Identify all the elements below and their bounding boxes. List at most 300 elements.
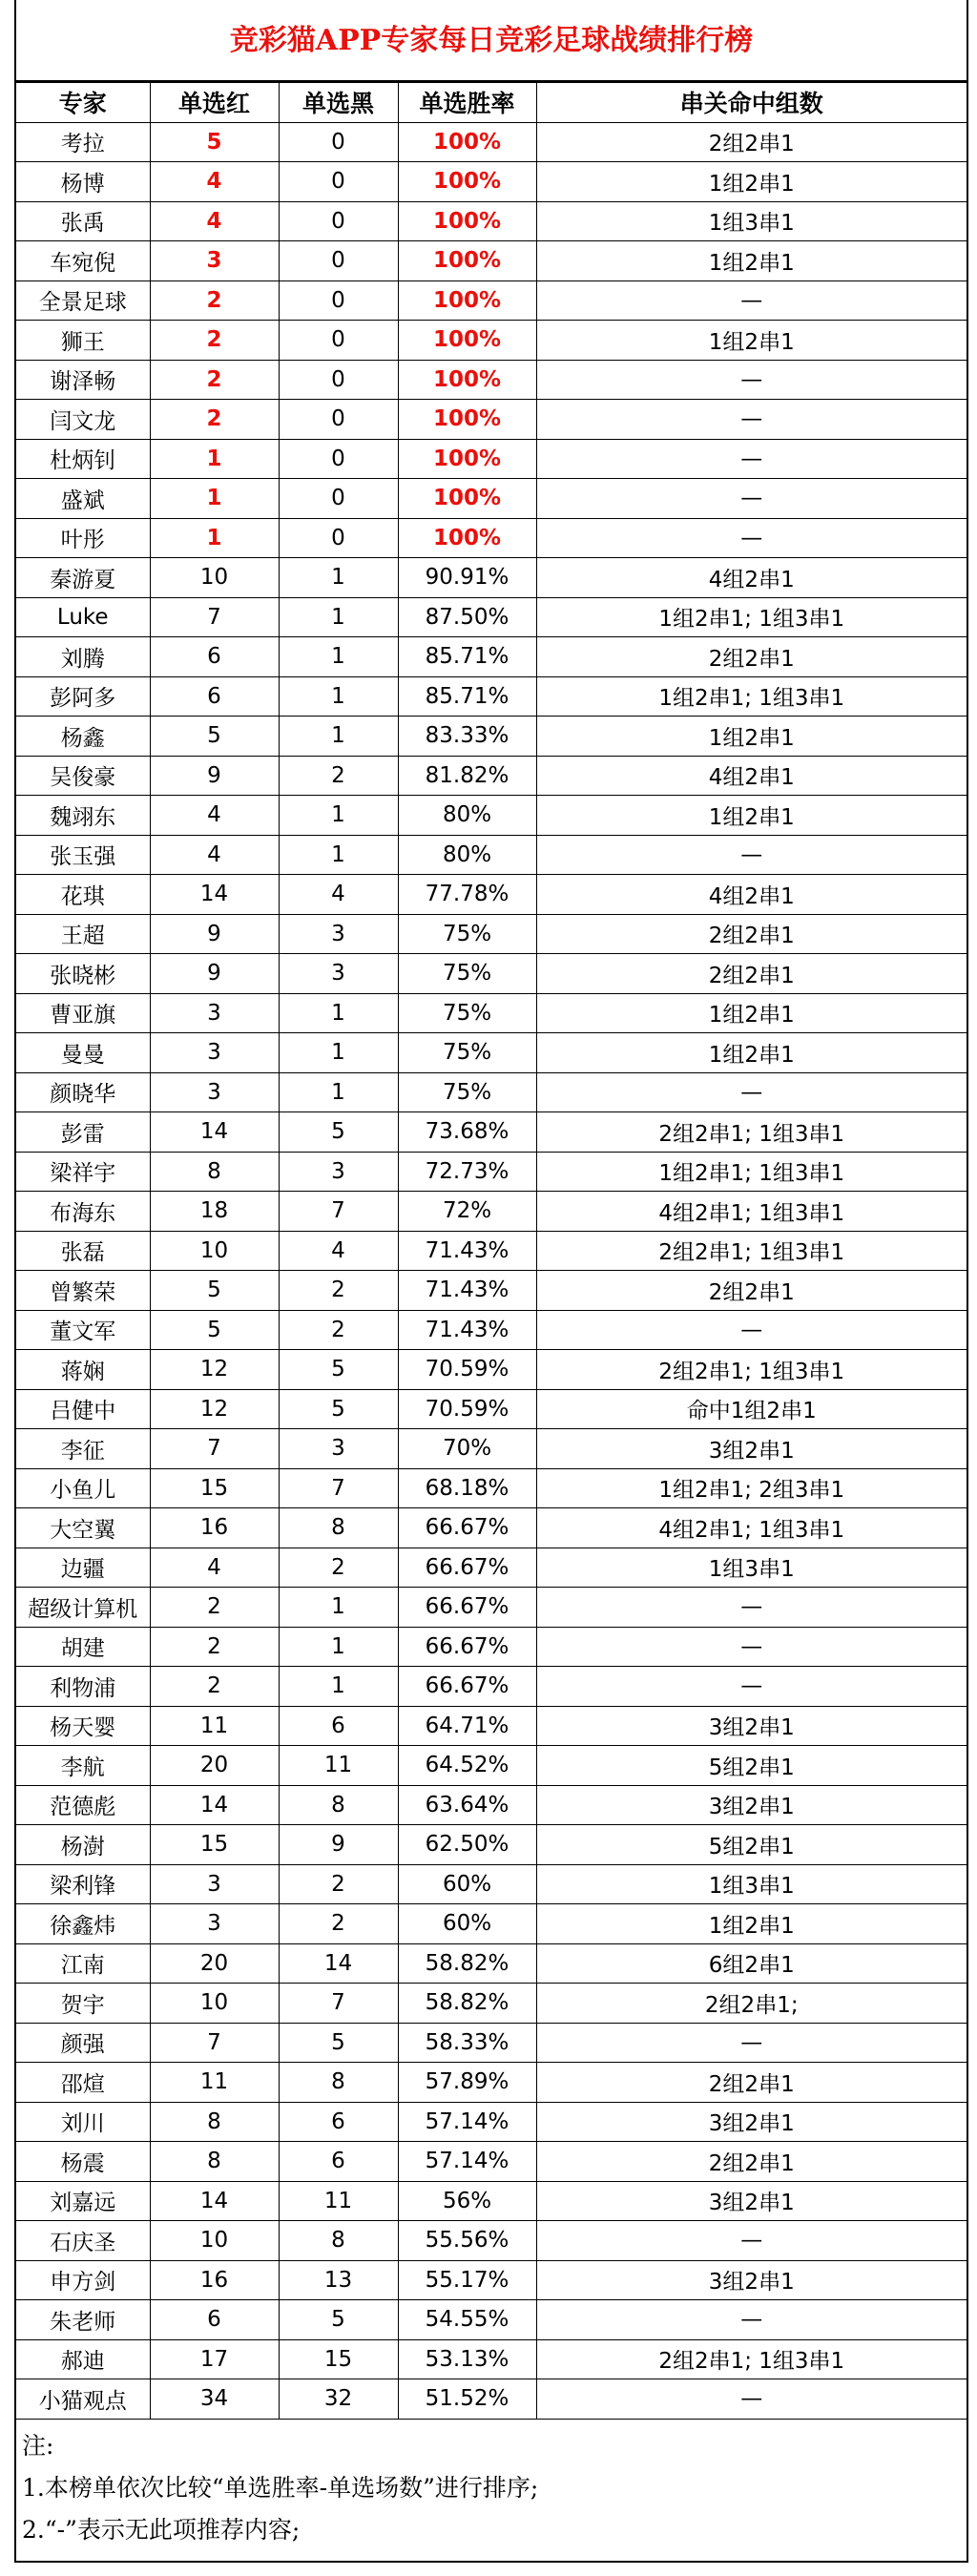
cell-single-black: 8 <box>279 1508 398 1548</box>
table-row <box>16 637 967 677</box>
cell-win-rate: 85.71% <box>398 637 536 677</box>
cell-single-black: 6 <box>279 2102 398 2142</box>
table-row <box>16 162 967 202</box>
cell-win-rate: 60% <box>398 1904 536 1944</box>
cell-win-rate: 60% <box>398 1864 536 1904</box>
cell-single-black: 0 <box>279 201 398 241</box>
cell-expert: 吴俊豪 <box>16 756 150 796</box>
cell-parlay-hits: 4组2串1 <box>536 875 967 915</box>
cell-single-red: 10 <box>150 1231 279 1271</box>
cell-single-red: 6 <box>150 637 279 677</box>
cell-single-red: 5 <box>150 122 279 162</box>
cell-single-black: 1 <box>279 637 398 677</box>
cell-win-rate: 100% <box>398 201 536 241</box>
cell-win-rate: 100% <box>398 280 536 321</box>
cell-win-rate: 70% <box>398 1429 536 1469</box>
table-row <box>16 1746 967 1786</box>
cell-expert: 张禹 <box>16 201 150 241</box>
table-row <box>16 1508 967 1548</box>
cell-single-red: 4 <box>150 201 279 241</box>
cell-expert: 叶彤 <box>16 518 150 558</box>
cell-expert: 盛斌 <box>16 479 150 519</box>
cell-win-rate: 72.73% <box>398 1152 536 1192</box>
cell-single-red: 20 <box>150 1746 279 1786</box>
cell-expert: 超级计算机 <box>16 1588 150 1628</box>
cell-win-rate: 75% <box>398 993 536 1033</box>
table-row <box>16 2181 967 2221</box>
cell-expert: 布海东 <box>16 1192 150 1232</box>
cell-parlay-hits: 2组2串1 <box>536 637 967 677</box>
table-row <box>16 400 967 440</box>
table-row <box>16 993 967 1033</box>
table-row <box>16 835 967 875</box>
cell-expert: 大空翼 <box>16 1508 150 1548</box>
cell-win-rate: 72% <box>398 1192 536 1232</box>
cell-expert: 邵煊 <box>16 2063 150 2103</box>
cell-single-black: 1 <box>279 1667 398 1707</box>
cell-single-black: 1 <box>279 796 398 836</box>
cell-parlay-hits: 1组3串1 <box>536 1864 967 1904</box>
cell-expert: 刘川 <box>16 2102 150 2142</box>
cell-parlay-hits: 1组2串1; 2组3串1 <box>536 1468 967 1508</box>
cell-parlay-hits: — <box>536 1627 967 1667</box>
cell-parlay-hits: 命中1组2串1 <box>536 1389 967 1429</box>
cell-parlay-hits: 1组2串1; 1组3串1 <box>536 676 967 717</box>
cell-expert: 李航 <box>16 1746 150 1786</box>
table-row <box>16 1548 967 1588</box>
cell-single-red: 6 <box>150 2300 279 2340</box>
cell-single-red: 2 <box>150 1627 279 1667</box>
cell-single-red: 8 <box>150 2142 279 2182</box>
table-row <box>16 1271 967 1311</box>
cell-parlay-hits: 1组3串1 <box>536 201 967 241</box>
notes-section <box>16 2420 967 2561</box>
table-row <box>16 1785 967 1825</box>
cell-single-red: 1 <box>150 518 279 558</box>
cell-expert: 吕健中 <box>16 1389 150 1429</box>
cell-win-rate: 66.67% <box>398 1508 536 1548</box>
table-row <box>16 1072 967 1112</box>
cell-win-rate: 55.17% <box>398 2260 536 2300</box>
cell-expert: 贺宇 <box>16 1984 150 2024</box>
cell-single-red: 15 <box>150 1825 279 1865</box>
table-row <box>16 321 967 361</box>
cell-parlay-hits: 3组2串1 <box>536 2102 967 2142</box>
cell-parlay-hits: 2组2串1; 1组3串1 <box>536 1112 967 1153</box>
table-row <box>16 954 967 994</box>
cell-expert: 颜强 <box>16 2023 150 2063</box>
table-row <box>16 2023 967 2063</box>
cell-single-red: 14 <box>150 875 279 915</box>
cell-single-red: 5 <box>150 717 279 757</box>
cell-win-rate: 81.82% <box>398 756 536 796</box>
cell-single-red: 2 <box>150 321 279 361</box>
cell-single-red: 4 <box>150 796 279 836</box>
table-row <box>16 1350 967 1390</box>
table-row <box>16 1112 967 1153</box>
cell-single-red: 3 <box>150 1904 279 1944</box>
table-row <box>16 479 967 519</box>
cell-win-rate: 100% <box>398 321 536 361</box>
cell-single-red: 34 <box>150 2379 279 2420</box>
header-expert: 专家 <box>16 83 150 123</box>
table-row <box>16 1864 967 1904</box>
cell-single-red: 3 <box>150 1864 279 1904</box>
cell-win-rate: 66.67% <box>398 1548 536 1588</box>
cell-single-black: 2 <box>279 756 398 796</box>
header-parlay-hits: 串关命中组数 <box>536 83 967 123</box>
cell-parlay-hits: 3组2串1 <box>536 1785 967 1825</box>
cell-single-red: 11 <box>150 1706 279 1746</box>
cell-single-red: 10 <box>150 1984 279 2024</box>
ranking-table <box>16 82 967 2420</box>
cell-win-rate: 100% <box>398 518 536 558</box>
cell-win-rate: 64.52% <box>398 1746 536 1786</box>
cell-win-rate: 57.14% <box>398 2142 536 2182</box>
cell-single-red: 12 <box>150 1389 279 1429</box>
cell-single-red: 14 <box>150 1785 279 1825</box>
cell-single-black: 2 <box>279 1548 398 1588</box>
cell-single-black: 14 <box>279 1943 398 1984</box>
cell-win-rate: 100% <box>398 162 536 202</box>
table-body <box>16 122 967 2419</box>
cell-win-rate: 57.89% <box>398 2063 536 2103</box>
cell-parlay-hits: 2组2串1 <box>536 2142 967 2182</box>
cell-single-black: 1 <box>279 597 398 637</box>
cell-parlay-hits: — <box>536 518 967 558</box>
cell-expert: 王超 <box>16 914 150 954</box>
cell-win-rate: 100% <box>398 122 536 162</box>
cell-expert: 考拉 <box>16 122 150 162</box>
cell-win-rate: 71.43% <box>398 1310 536 1350</box>
cell-single-red: 3 <box>150 1072 279 1112</box>
cell-parlay-hits: 2组2串1 <box>536 914 967 954</box>
cell-single-black: 5 <box>279 2300 398 2340</box>
table-row <box>16 1825 967 1865</box>
table-row <box>16 1429 967 1469</box>
cell-win-rate: 68.18% <box>398 1468 536 1508</box>
table-row <box>16 241 967 281</box>
cell-expert: 刘腾 <box>16 637 150 677</box>
cell-single-black: 11 <box>279 2181 398 2221</box>
notes-heading: 注: <box>22 2431 54 2460</box>
table-row <box>16 1152 967 1192</box>
table-row <box>16 2142 967 2182</box>
cell-parlay-hits: 2组2串1 <box>536 2063 967 2103</box>
cell-win-rate: 56% <box>398 2181 536 2221</box>
table-row <box>16 2300 967 2340</box>
cell-single-black: 4 <box>279 875 398 915</box>
cell-expert: Luke <box>16 597 150 637</box>
cell-single-red: 3 <box>150 1033 279 1073</box>
table-row <box>16 875 967 915</box>
table-row <box>16 558 967 598</box>
cell-parlay-hits: 2组2串1; 1组3串1 <box>536 1231 967 1271</box>
cell-single-black: 0 <box>279 439 398 479</box>
cell-parlay-hits: — <box>536 1588 967 1628</box>
cell-expert: 曾繁荣 <box>16 1271 150 1311</box>
cell-win-rate: 75% <box>398 954 536 994</box>
header-single-red: 单选红 <box>150 83 279 123</box>
cell-single-black: 11 <box>279 1746 398 1786</box>
cell-parlay-hits: 4组2串1; 1组3串1 <box>536 1508 967 1548</box>
table-row <box>16 2221 967 2261</box>
cell-single-black: 0 <box>279 518 398 558</box>
table-row <box>16 717 967 757</box>
cell-single-black: 1 <box>279 993 398 1033</box>
cell-parlay-hits: — <box>536 1310 967 1350</box>
cell-win-rate: 62.50% <box>398 1825 536 1865</box>
header-single-black: 单选黑 <box>279 83 398 123</box>
table-row <box>16 439 967 479</box>
table-row <box>16 1389 967 1429</box>
cell-expert: 杨鑫 <box>16 717 150 757</box>
cell-single-red: 3 <box>150 241 279 281</box>
cell-single-red: 8 <box>150 2102 279 2142</box>
cell-parlay-hits: 4组2串1; 1组3串1 <box>536 1192 967 1232</box>
cell-expert: 董文军 <box>16 1310 150 1350</box>
table-row <box>16 2379 967 2420</box>
cell-expert: 朱老师 <box>16 2300 150 2340</box>
cell-single-red: 2 <box>150 1588 279 1628</box>
cell-expert: 范德彪 <box>16 1785 150 1825</box>
cell-parlay-hits: — <box>536 2300 967 2340</box>
cell-single-black: 5 <box>279 1112 398 1153</box>
cell-expert: 梁祥宇 <box>16 1152 150 1192</box>
table-header-row <box>16 83 967 123</box>
cell-single-black: 0 <box>279 280 398 321</box>
cell-expert: 杜炳钊 <box>16 439 150 479</box>
cell-single-black: 8 <box>279 1785 398 1825</box>
cell-single-red: 7 <box>150 1429 279 1469</box>
cell-win-rate: 57.14% <box>398 2102 536 2142</box>
cell-single-black: 1 <box>279 558 398 598</box>
cell-single-black: 0 <box>279 400 398 440</box>
cell-single-red: 5 <box>150 1310 279 1350</box>
cell-single-black: 0 <box>279 321 398 361</box>
cell-single-black: 0 <box>279 479 398 519</box>
cell-win-rate: 71.43% <box>398 1271 536 1311</box>
table-row <box>16 676 967 717</box>
table-row <box>16 518 967 558</box>
table-row <box>16 201 967 241</box>
cell-single-black: 5 <box>279 1350 398 1390</box>
cell-win-rate: 63.64% <box>398 1785 536 1825</box>
cell-single-red: 4 <box>150 835 279 875</box>
cell-single-black: 1 <box>279 1033 398 1073</box>
cell-win-rate: 100% <box>398 241 536 281</box>
cell-single-black: 0 <box>279 360 398 400</box>
cell-parlay-hits: — <box>536 1667 967 1707</box>
cell-single-black: 7 <box>279 1192 398 1232</box>
cell-single-red: 15 <box>150 1468 279 1508</box>
cell-win-rate: 100% <box>398 400 536 440</box>
cell-single-red: 16 <box>150 1508 279 1548</box>
cell-expert: 杨天婴 <box>16 1706 150 1746</box>
cell-expert: 曼曼 <box>16 1033 150 1073</box>
cell-single-red: 11 <box>150 2063 279 2103</box>
cell-win-rate: 70.59% <box>398 1389 536 1429</box>
cell-single-red: 14 <box>150 2181 279 2221</box>
cell-single-red: 14 <box>150 1112 279 1153</box>
table-row <box>16 2260 967 2300</box>
cell-expert: 车宛倪 <box>16 241 150 281</box>
cell-win-rate: 75% <box>398 1072 536 1112</box>
cell-single-black: 3 <box>279 954 398 994</box>
cell-win-rate: 80% <box>398 796 536 836</box>
cell-parlay-hits: 1组2串1 <box>536 241 967 281</box>
cell-parlay-hits: 1组2串1 <box>536 717 967 757</box>
table-row <box>16 1231 967 1271</box>
cell-single-red: 1 <box>150 479 279 519</box>
cell-expert: 郝迪 <box>16 2339 150 2379</box>
header-single-win-rate: 单选胜率 <box>398 83 536 123</box>
table-row <box>16 2102 967 2142</box>
cell-parlay-hits: 4组2串1 <box>536 558 967 598</box>
cell-win-rate: 73.68% <box>398 1112 536 1153</box>
note-item: 1.本榜单依次比较“单选胜率-单选场数”进行排序; <box>22 2473 539 2502</box>
table-row <box>16 1667 967 1707</box>
cell-expert: 曹亚旗 <box>16 993 150 1033</box>
cell-parlay-hits: 6组2串1 <box>536 1943 967 1984</box>
cell-win-rate: 83.33% <box>398 717 536 757</box>
table-row <box>16 1904 967 1944</box>
cell-single-red: 16 <box>150 2260 279 2300</box>
cell-expert: 花琪 <box>16 875 150 915</box>
cell-parlay-hits: 1组2串1 <box>536 321 967 361</box>
cell-parlay-hits: 1组2串1 <box>536 796 967 836</box>
cell-expert: 彭雷 <box>16 1112 150 1153</box>
cell-single-black: 3 <box>279 1429 398 1469</box>
cell-win-rate: 75% <box>398 914 536 954</box>
cell-parlay-hits: — <box>536 479 967 519</box>
table-row <box>16 1627 967 1667</box>
cell-expert: 秦游夏 <box>16 558 150 598</box>
cell-expert: 张玉强 <box>16 835 150 875</box>
table-row <box>16 2063 967 2103</box>
cell-parlay-hits: 2组2串1 <box>536 1271 967 1311</box>
cell-parlay-hits: 1组2串1 <box>536 993 967 1033</box>
cell-single-black: 2 <box>279 1864 398 1904</box>
cell-win-rate: 54.55% <box>398 2300 536 2340</box>
cell-single-red: 4 <box>150 162 279 202</box>
table-row <box>16 914 967 954</box>
cell-parlay-hits: — <box>536 360 967 400</box>
table-row <box>16 1943 967 1984</box>
cell-parlay-hits: 2组2串1 <box>536 122 967 162</box>
cell-win-rate: 90.91% <box>398 558 536 598</box>
cell-single-black: 15 <box>279 2339 398 2379</box>
cell-parlay-hits: — <box>536 2379 967 2420</box>
cell-parlay-hits: 1组2串1; 1组3串1 <box>536 597 967 637</box>
cell-win-rate: 66.67% <box>398 1667 536 1707</box>
cell-single-red: 5 <box>150 1271 279 1311</box>
cell-parlay-hits: 5组2串1 <box>536 1825 967 1865</box>
cell-parlay-hits: 2组2串1 <box>536 954 967 994</box>
cell-expert: 张晓彬 <box>16 954 150 994</box>
cell-win-rate: 85.71% <box>398 676 536 717</box>
cell-win-rate: 58.33% <box>398 2023 536 2063</box>
cell-expert: 江南 <box>16 1943 150 1984</box>
cell-single-black: 1 <box>279 676 398 717</box>
cell-parlay-hits: 3组2串1 <box>536 2260 967 2300</box>
cell-parlay-hits: 2组2串1; 1组3串1 <box>536 1350 967 1390</box>
ranking-sheet <box>14 0 968 2563</box>
cell-parlay-hits: — <box>536 280 967 321</box>
cell-win-rate: 100% <box>398 360 536 400</box>
cell-single-red: 10 <box>150 558 279 598</box>
cell-win-rate: 100% <box>398 439 536 479</box>
table-row <box>16 1310 967 1350</box>
cell-win-rate: 51.52% <box>398 2379 536 2420</box>
cell-parlay-hits: 5组2串1 <box>536 1746 967 1786</box>
cell-win-rate: 66.67% <box>398 1627 536 1667</box>
cell-single-black: 0 <box>279 162 398 202</box>
cell-single-black: 1 <box>279 835 398 875</box>
cell-single-black: 13 <box>279 2260 398 2300</box>
cell-expert: 边疆 <box>16 1548 150 1588</box>
table-row <box>16 1588 967 1628</box>
cell-win-rate: 80% <box>398 835 536 875</box>
cell-parlay-hits: — <box>536 835 967 875</box>
cell-single-red: 20 <box>150 1943 279 1984</box>
cell-single-black: 0 <box>279 241 398 281</box>
cell-expert: 石庆圣 <box>16 2221 150 2261</box>
table-row <box>16 360 967 400</box>
cell-expert: 魏翊东 <box>16 796 150 836</box>
table-row <box>16 1706 967 1746</box>
cell-parlay-hits: 1组2串1 <box>536 1033 967 1073</box>
table-row <box>16 756 967 796</box>
cell-single-black: 8 <box>279 2221 398 2261</box>
cell-single-red: 4 <box>150 1548 279 1588</box>
cell-parlay-hits: 1组2串1 <box>536 1904 967 1944</box>
cell-expert: 谢泽畅 <box>16 360 150 400</box>
cell-expert: 张磊 <box>16 1231 150 1271</box>
cell-single-black: 2 <box>279 1904 398 1944</box>
cell-expert: 全景足球 <box>16 280 150 321</box>
cell-win-rate: 100% <box>398 479 536 519</box>
cell-expert: 刘嘉远 <box>16 2181 150 2221</box>
cell-single-red: 9 <box>150 756 279 796</box>
cell-single-black: 5 <box>279 1389 398 1429</box>
cell-parlay-hits: — <box>536 439 967 479</box>
cell-single-black: 3 <box>279 914 398 954</box>
cell-single-black: 3 <box>279 1152 398 1192</box>
cell-win-rate: 58.82% <box>398 1943 536 1984</box>
cell-single-black: 1 <box>279 1627 398 1667</box>
cell-parlay-hits: 3组2串1 <box>536 2181 967 2221</box>
cell-parlay-hits: — <box>536 2221 967 2261</box>
cell-win-rate: 55.56% <box>398 2221 536 2261</box>
cell-parlay-hits: 1组2串1 <box>536 162 967 202</box>
cell-single-black: 2 <box>279 1310 398 1350</box>
cell-win-rate: 77.78% <box>398 875 536 915</box>
cell-expert: 徐鑫炜 <box>16 1904 150 1944</box>
cell-expert: 彭阿多 <box>16 676 150 717</box>
table-row <box>16 1192 967 1232</box>
cell-expert: 狮王 <box>16 321 150 361</box>
cell-single-red: 2 <box>150 1667 279 1707</box>
cell-single-black: 6 <box>279 2142 398 2182</box>
cell-parlay-hits: 1组3串1 <box>536 1548 967 1588</box>
table-row <box>16 122 967 162</box>
cell-single-red: 7 <box>150 2023 279 2063</box>
cell-single-black: 7 <box>279 1984 398 2024</box>
cell-parlay-hits: 1组2串1; 1组3串1 <box>536 1152 967 1192</box>
table-row <box>16 1984 967 2024</box>
cell-single-red: 1 <box>150 439 279 479</box>
